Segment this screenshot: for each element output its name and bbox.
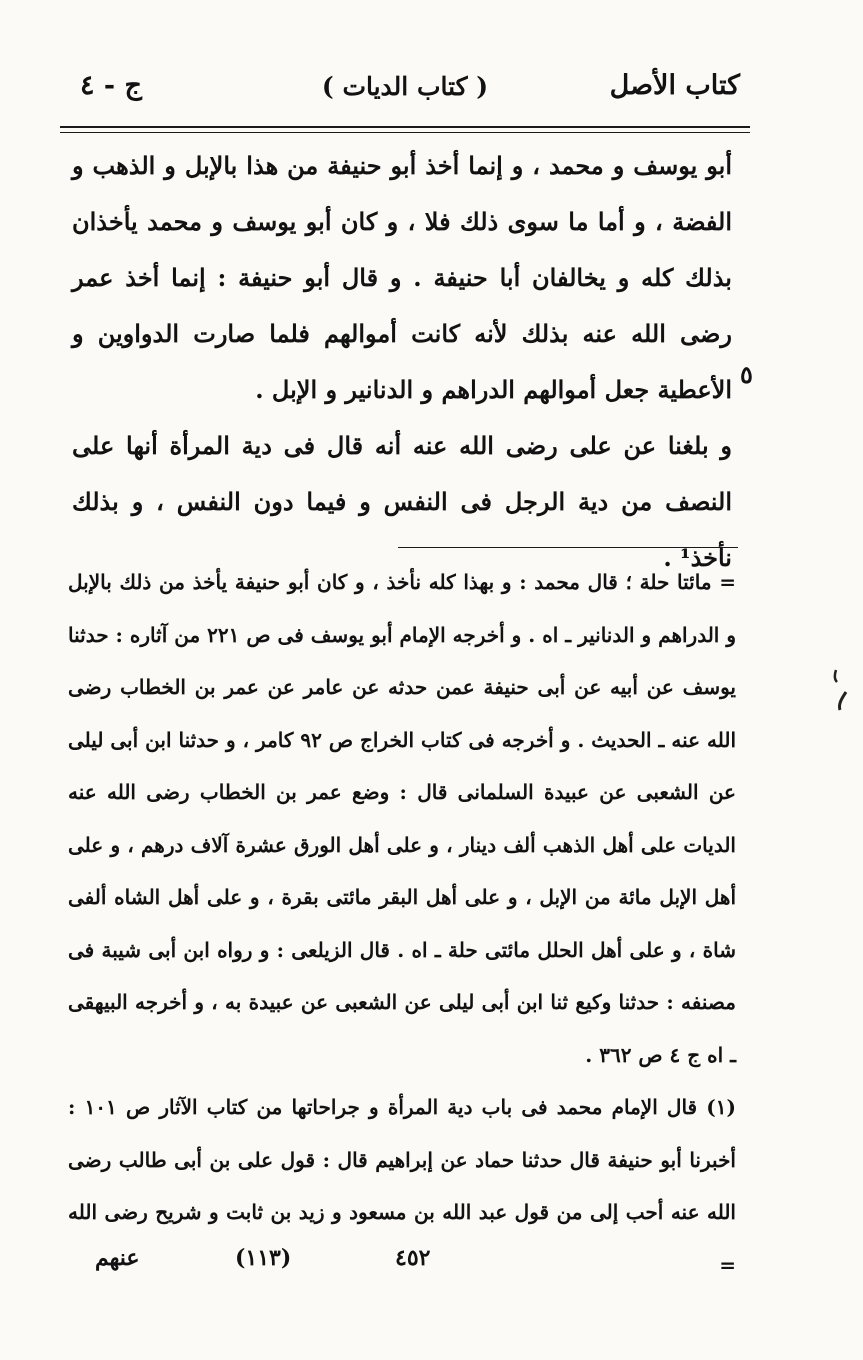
book-title: كتاب الأصل — [609, 70, 740, 101]
page-number-parenthesized: (١١٣) — [235, 1245, 292, 1271]
main-text — [72, 138, 732, 586]
page-number: ٤٥٢ — [395, 1245, 431, 1271]
margin-mark — [832, 668, 852, 712]
header-rule-thin — [60, 132, 750, 133]
running-header — [70, 70, 740, 114]
footnotes — [68, 556, 736, 1291]
footnote-continuation: = مائتا حلة ؛ قال محمد : و بهذا كله نأخذ ، و كان أبو حنيفة يأخذ من ذلك بالإبل و الدراهم و الدنانير ـ اه . و أخرجه الإمام أبو يوسف فى ص ٢٢١ من آثاره : حدثنا يوسف عن أبيه عن أبى حنيفة عمن حدثه عن عامر عن عمر بن الخطاب رضى الله عنه ـ الحديث . و أخرجه فى كتاب الخراج ص ٩٢ كامر ، و حدثنا ابن أبى ليلى عن الشعبى عن عبيدة السلمانى قال : وضع عمر بن الخطاب رضى الله عنه الديات على أهل الذهب ألف دينار ، و على أهل الورق عشرة آلاف درهم ، و على أهل الإبل مائة من الإبل ، و على أهل البقر مائتى بقرة ، و على أهل الشاه ألفى شاة ، و على أهل الحلل مائتى حلة ـ اه . قال الزيلعى : و رواه ابن أبى شيبة فى مصنفه : حدثنا وكيع ثنا ابن أبى ليلى عن الشعبى عن عبيدة به ، و أخرجه البيهقى ـ اه ج ٤ ص ٣٦٢ . — [68, 570, 737, 1067]
catchword: عنهم — [95, 1245, 140, 1271]
volume-number: ج - ٤ — [80, 70, 142, 101]
main-paragraph-1: أبو يوسف و محمد ، و إنما أخذ أبو حنيفة من هذا بالإبل و الذهب و الفضة ، و أما ما سوى ذلك فلا ، و كان أبو يوسف و محمد يأخذان بذلك كله و يخالفان أبا حنيفة . و قال أبو حنيفة : إنما أخذ عمر رضى الله عنه بذلك لأنه كانت أموالهم فلما صارت الدواوين و الأعطية جعل أموالهم الدراهم و الدنانير و الإبل . — [72, 151, 733, 404]
footnote-1: (١) قال الإمام محمد فى باب دية المرأة و جراحاتها من كتاب الآثار ص ١٠١ : أخبرنا أبو حنيفة قال حدثنا حماد عن إبراهيم قال : قول على بن أبى طالب رضى الله عنه أحب إلى من قول عبد الله بن مسعود و زيد بن ثابت و شريح رضى الله = — [68, 1095, 736, 1277]
line-number: ٥ — [740, 360, 753, 389]
main-paragraph-2: و بلغنا عن على رضى الله عنه أنه قال فى دية المرأة أنها على النصف من دية الرجل فى النفس و فيما دون النفس ، و بذلك نأخذ¹ . — [72, 431, 732, 572]
header-rule-thick — [60, 126, 750, 128]
page-footer — [95, 1245, 655, 1285]
section-title: ( كتاب الديات ) — [321, 72, 489, 101]
footnote-separator — [398, 547, 738, 548]
